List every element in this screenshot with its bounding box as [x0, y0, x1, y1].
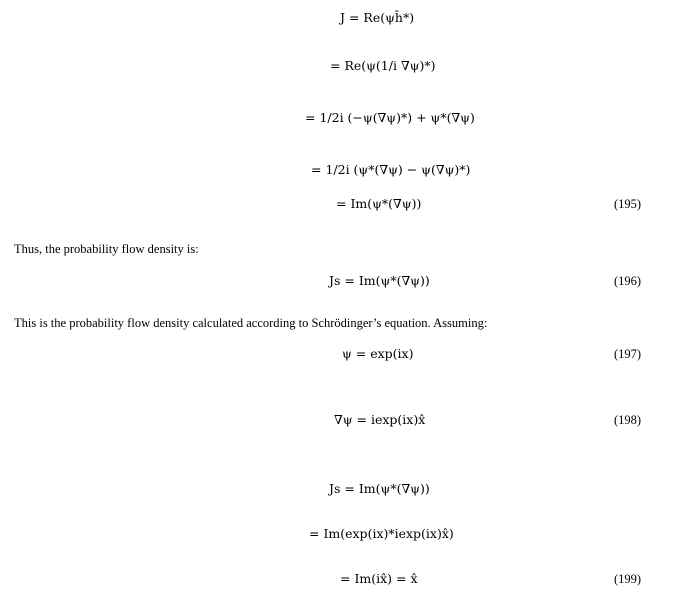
paragraph-schrodinger-assumption: This is the probability flow density calculated according to Schrödinger’s equation. Assuming:	[14, 316, 488, 330]
equation-199-line-3: = Im(ix̂) = x̂	[340, 571, 418, 586]
equation-195-line-5: = Im(ψ*(∇ψ))	[336, 196, 422, 211]
equation-196: Js = Im(ψ*(∇ψ))	[329, 273, 430, 288]
equation-195-line-2: = Re(ψ(1/i ∇ψ)*)	[330, 58, 436, 73]
equation-number-197: (197)	[614, 347, 642, 361]
equation-198: ∇ψ = iexp(ix)x̂	[334, 412, 426, 427]
equation-199-line-2: = Im(exp(ix)*iexp(ix)x̂)	[309, 526, 454, 541]
equation-199-line-1: Js = Im(ψ*(∇ψ))	[329, 481, 430, 496]
equation-number-196: (196)	[614, 274, 642, 288]
equation-195-line-3: = 1/2i (−ψ(∇ψ)*) + ψ*(∇ψ)	[305, 110, 475, 125]
equation-number-195: (195)	[614, 197, 642, 211]
equation-number-199: (199)	[614, 572, 642, 586]
equation-number-198: (198)	[614, 413, 642, 427]
equation-197: ψ = exp(ix)	[342, 346, 414, 361]
equation-195-line-4: = 1/2i (ψ*(∇ψ) − ψ(∇ψ)*)	[311, 162, 471, 177]
equation-195-line-1: J = Re(ψh̄*)	[340, 10, 415, 25]
paragraph-flow-density-intro: Thus, the probability flow density is:	[14, 242, 199, 256]
